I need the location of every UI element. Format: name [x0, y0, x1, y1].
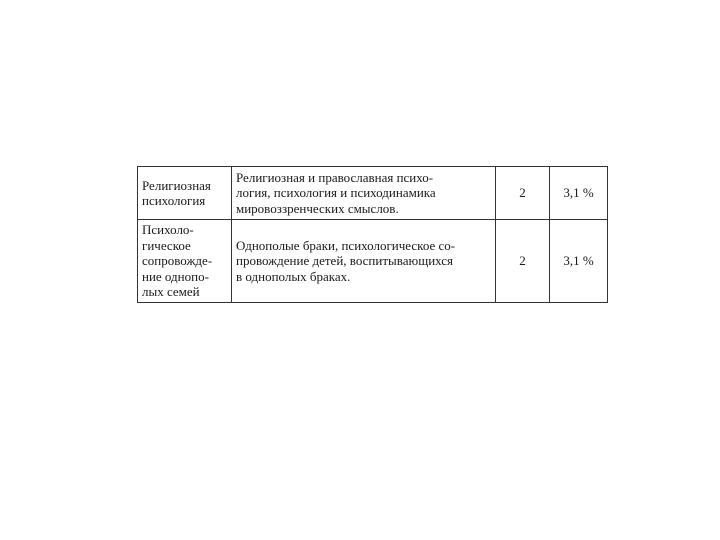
- table-row: [138, 220, 608, 303]
- count-cell: 2: [496, 220, 550, 303]
- topic-cell: Религиозная психология: [138, 167, 232, 220]
- percent-cell: 3,1 %: [550, 167, 608, 220]
- topic-cell: Психоло- гическое сопровожде- ние однопо- лых семей: [138, 220, 232, 303]
- document-table: [137, 166, 608, 303]
- table-row: [138, 167, 608, 220]
- percent-cell: 3,1 %: [550, 220, 608, 303]
- description-cell: Однополые браки, психологическое со- провождение детей, воспитывающихся в однополых браках.: [232, 220, 496, 303]
- count-cell: 2: [496, 167, 550, 220]
- description-cell: Религиозная и православная психо- логия, психология и психодинамика мировоззренческих смыслов.: [232, 167, 496, 220]
